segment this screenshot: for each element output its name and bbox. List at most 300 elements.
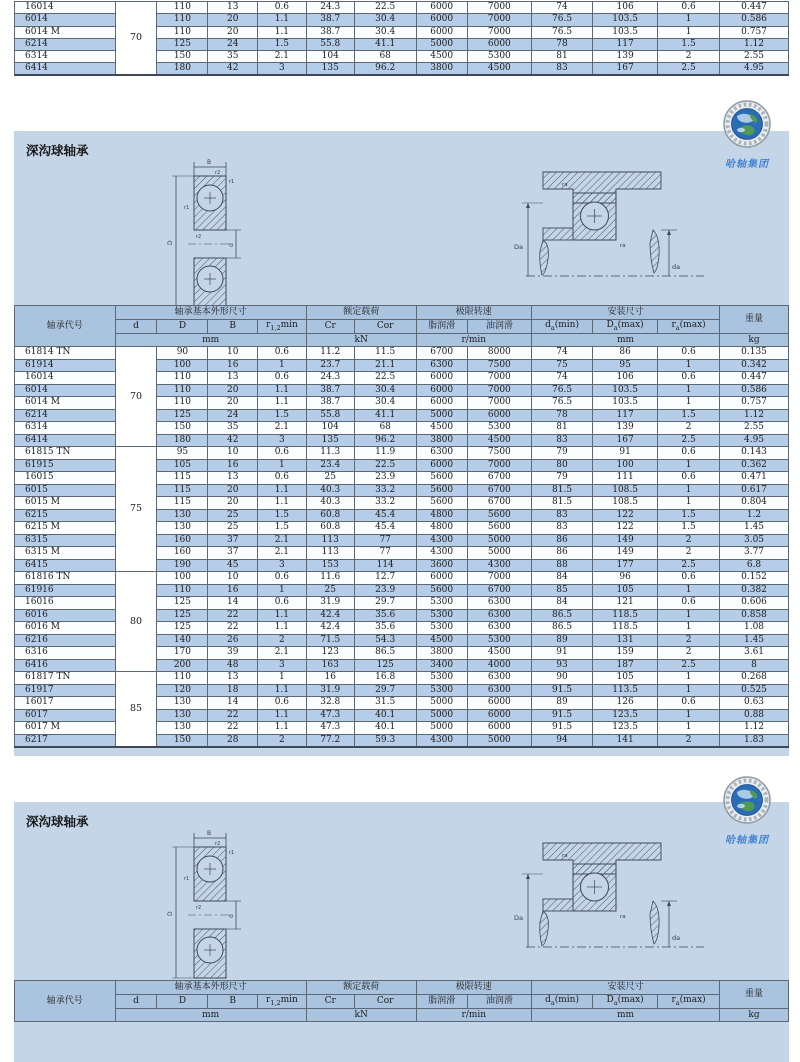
value-cell: 100 <box>157 572 208 585</box>
value-cell: 2.1 <box>258 534 307 547</box>
value-cell: 130 <box>157 709 208 722</box>
value-cell: 25 <box>306 472 354 485</box>
value-cell: 135 <box>306 63 354 75</box>
value-cell: 104 <box>306 51 354 63</box>
value-cell: 180 <box>157 63 208 75</box>
value-cell: 35.6 <box>354 609 416 622</box>
value-cell: 6300 <box>416 447 467 460</box>
value-cell: 22 <box>208 722 258 735</box>
value-cell: 26 <box>208 634 258 647</box>
value-cell: 6000 <box>467 722 531 735</box>
value-cell: 42 <box>208 434 258 447</box>
value-cell: 0.586 <box>720 14 789 26</box>
value-cell: 3 <box>258 659 307 672</box>
bearing-code-cell: 16017 <box>15 697 116 710</box>
value-cell: 18 <box>208 684 258 697</box>
value-cell: 79 <box>531 472 592 485</box>
value-cell: 59.3 <box>354 734 416 747</box>
col-Cr: Cr <box>306 320 354 334</box>
value-cell: 55.8 <box>306 38 354 50</box>
value-cell: 16 <box>208 584 258 597</box>
value-cell: 78 <box>531 409 592 422</box>
ra-label-top: ra <box>562 853 568 859</box>
value-cell: 110 <box>157 584 208 597</box>
unit-kg: kg <box>720 334 789 347</box>
value-cell: 177 <box>593 559 658 572</box>
dim-d-label: d <box>228 914 235 918</box>
value-cell: 1.1 <box>258 622 307 635</box>
value-cell: 4500 <box>467 647 531 660</box>
section-title: 深沟球轴承 <box>26 814 89 829</box>
dim-B-label: B <box>207 159 212 166</box>
value-cell: 0.6 <box>258 447 307 460</box>
value-cell: 123.5 <box>593 722 658 735</box>
value-cell: 1 <box>658 26 720 38</box>
value-cell: 85 <box>531 584 592 597</box>
value-cell: 110 <box>157 14 208 26</box>
value-cell: 40.3 <box>306 497 354 510</box>
value-cell: 1 <box>658 709 720 722</box>
value-cell: 1.1 <box>258 14 307 26</box>
bottom-bearing-table <box>14 980 789 1022</box>
value-cell: 91 <box>593 447 658 460</box>
col-Da: $D_a(\max)$ <box>593 995 658 1009</box>
col-grease: 脂润滑 <box>416 995 467 1009</box>
value-cell: 96.2 <box>354 63 416 75</box>
value-cell: 25 <box>208 509 258 522</box>
value-cell: 0.6 <box>258 472 307 485</box>
value-cell: 14 <box>208 697 258 710</box>
r2-label-left: r2 <box>196 234 202 240</box>
bearing-code-cell: 6414 <box>15 434 116 447</box>
value-cell: 5300 <box>416 672 467 685</box>
bearing-code-cell: 6414 <box>15 63 116 75</box>
bearing-code-cell: 61814 TN <box>15 347 116 360</box>
value-cell: 7000 <box>467 14 531 26</box>
value-cell: 0.6 <box>258 697 307 710</box>
value-cell: 150 <box>157 734 208 747</box>
value-cell: 10 <box>208 347 258 360</box>
globe-bearing-logo-icon <box>723 776 771 824</box>
top-bearing-table-continuation <box>14 1 789 76</box>
value-cell: 16 <box>208 459 258 472</box>
value-cell: 89 <box>531 697 592 710</box>
bearing-code-cell: 6215 <box>15 509 116 522</box>
value-cell: 6700 <box>467 472 531 485</box>
value-cell: 110 <box>157 672 208 685</box>
value-cell: 115 <box>157 497 208 510</box>
col-Cor: Cor <box>354 995 416 1009</box>
value-cell: 3 <box>258 559 307 572</box>
value-cell: 1 <box>258 672 307 685</box>
value-cell: 1.1 <box>258 397 307 410</box>
dim-D-label: D <box>167 240 174 245</box>
table-row <box>15 572 789 585</box>
value-cell: 95 <box>157 447 208 460</box>
unit-rpm: r/min <box>416 1009 531 1022</box>
value-cell: 45 <box>208 559 258 572</box>
Da-label: Da <box>514 243 523 251</box>
value-cell: 117 <box>593 38 658 50</box>
value-cell: 0.606 <box>720 597 789 610</box>
value-cell: 0.362 <box>720 459 789 472</box>
value-cell: 76.5 <box>531 384 592 397</box>
value-cell: 4300 <box>467 559 531 572</box>
value-cell: 110 <box>157 26 208 38</box>
value-cell: 131 <box>593 634 658 647</box>
value-cell: 2.55 <box>720 51 789 63</box>
value-cell: 5000 <box>416 697 467 710</box>
value-cell: 3400 <box>416 659 467 672</box>
colgroup-limit-speed: 极限转速 <box>416 981 531 995</box>
section-deep-groove-1 <box>14 131 789 756</box>
value-cell: 1.5 <box>658 522 720 535</box>
value-cell: 35 <box>208 422 258 435</box>
value-cell: 3.05 <box>720 534 789 547</box>
value-cell: 1 <box>658 484 720 497</box>
value-cell: 48 <box>208 659 258 672</box>
bearing-cross-section-diagram <box>162 828 334 980</box>
value-cell: 5000 <box>416 722 467 735</box>
value-cell: 106 <box>593 372 658 385</box>
value-cell: 75 <box>531 359 592 372</box>
bearing-code-cell: 6015 M <box>15 497 116 510</box>
section-deep-groove-2 <box>14 802 789 1062</box>
value-cell: 0.135 <box>720 347 789 360</box>
section-title: 深沟球轴承 <box>26 143 89 158</box>
col-r: $r_{1,2}\min$ <box>258 995 307 1009</box>
value-cell: 4500 <box>416 634 467 647</box>
value-cell: 0.6 <box>258 347 307 360</box>
value-cell: 160 <box>157 534 208 547</box>
value-cell: 113 <box>306 547 354 560</box>
value-cell: 115 <box>157 484 208 497</box>
col-da: $d_a(\min)$ <box>531 995 592 1009</box>
value-cell: 76.5 <box>531 14 592 26</box>
value-cell: 23.9 <box>354 472 416 485</box>
value-cell: 1.5 <box>258 38 307 50</box>
value-cell: 0.6 <box>658 372 720 385</box>
value-cell: 3600 <box>416 559 467 572</box>
value-cell: 29.7 <box>354 684 416 697</box>
dim-B-label: B <box>207 830 212 837</box>
value-cell: 0.6 <box>658 2 720 14</box>
value-cell: 5000 <box>467 547 531 560</box>
value-cell: 0.804 <box>720 497 789 510</box>
value-cell: 2.5 <box>658 659 720 672</box>
bearing-code-cell: 6014 M <box>15 26 116 38</box>
value-cell: 6300 <box>467 672 531 685</box>
value-cell: 2.1 <box>258 422 307 435</box>
bearing-spec-table <box>14 305 789 748</box>
value-cell: 86 <box>531 547 592 560</box>
d-group-cell: 80 <box>115 572 157 672</box>
colgroup-rated-load: 额定载荷 <box>306 306 416 320</box>
value-cell: 3800 <box>416 434 467 447</box>
value-cell: 77 <box>354 534 416 547</box>
value-cell: 2.5 <box>658 434 720 447</box>
value-cell: 6000 <box>467 409 531 422</box>
value-cell: 20 <box>208 14 258 26</box>
col-ra: $r_a(\max)$ <box>658 995 720 1009</box>
value-cell: 13 <box>208 2 258 14</box>
value-cell: 200 <box>157 659 208 672</box>
value-cell: 76.5 <box>531 26 592 38</box>
value-cell: 6000 <box>416 2 467 14</box>
value-cell: 1 <box>258 359 307 372</box>
value-cell: 113 <box>306 534 354 547</box>
value-cell: 114 <box>354 559 416 572</box>
value-cell: 103.5 <box>593 397 658 410</box>
unit-mm: mm <box>531 1009 719 1022</box>
value-cell: 110 <box>157 372 208 385</box>
value-cell: 1 <box>658 609 720 622</box>
value-cell: 83 <box>531 509 592 522</box>
value-cell: 86.5 <box>354 647 416 660</box>
value-cell: 38.7 <box>306 384 354 397</box>
value-cell: 7000 <box>467 572 531 585</box>
value-cell: 100 <box>593 459 658 472</box>
value-cell: 139 <box>593 422 658 435</box>
value-cell: 22.5 <box>354 2 416 14</box>
value-cell: 0.858 <box>720 609 789 622</box>
col-d: d <box>115 320 157 334</box>
value-cell: 35.6 <box>354 622 416 635</box>
value-cell: 6700 <box>467 584 531 597</box>
value-cell: 22.5 <box>354 372 416 385</box>
bearing-code-cell: 6416 <box>15 659 116 672</box>
value-cell: 8000 <box>467 347 531 360</box>
bearing-code-cell: 16015 <box>15 472 116 485</box>
col-B: B <box>208 995 258 1009</box>
d-group-cell: 85 <box>115 672 157 747</box>
table-row <box>15 2 789 14</box>
col-oil: 油润滑 <box>467 995 531 1009</box>
value-cell: 123.5 <box>593 709 658 722</box>
value-cell: 37 <box>208 534 258 547</box>
value-cell: 0.6 <box>258 2 307 14</box>
value-cell: 6000 <box>416 397 467 410</box>
unit-kn: kN <box>306 1009 416 1022</box>
value-cell: 0.382 <box>720 584 789 597</box>
value-cell: 1 <box>658 584 720 597</box>
bearing-code-cell: 61914 <box>15 359 116 372</box>
value-cell: 105 <box>157 459 208 472</box>
value-cell: 38.7 <box>306 397 354 410</box>
value-cell: 81.5 <box>531 497 592 510</box>
value-cell: 122 <box>593 522 658 535</box>
bearing-code-cell: 6214 <box>15 38 116 50</box>
bearing-code-cell: 16014 <box>15 2 116 14</box>
value-cell: 47.3 <box>306 722 354 735</box>
value-cell: 123 <box>306 647 354 660</box>
value-cell: 108.5 <box>593 497 658 510</box>
value-cell: 76.5 <box>531 397 592 410</box>
value-cell: 2 <box>658 51 720 63</box>
value-cell: 6000 <box>416 384 467 397</box>
value-cell: 22.5 <box>354 459 416 472</box>
value-cell: 4.95 <box>720 63 789 75</box>
value-cell: 0.757 <box>720 26 789 38</box>
value-cell: 5000 <box>467 734 531 747</box>
value-cell: 150 <box>157 51 208 63</box>
col-weight: 重量 <box>720 306 789 334</box>
value-cell: 5300 <box>416 684 467 697</box>
bearing-code-cell: 6214 <box>15 409 116 422</box>
value-cell: 2 <box>658 647 720 660</box>
value-cell: 23.4 <box>306 459 354 472</box>
bearing-code-cell: 6217 <box>15 734 116 747</box>
value-cell: 23.7 <box>306 359 354 372</box>
value-cell: 167 <box>593 434 658 447</box>
value-cell: 135 <box>306 434 354 447</box>
value-cell: 24 <box>208 38 258 50</box>
value-cell: 0.525 <box>720 684 789 697</box>
value-cell: 84 <box>531 572 592 585</box>
value-cell: 1.45 <box>720 522 789 535</box>
value-cell: 106 <box>593 2 658 14</box>
value-cell: 103.5 <box>593 384 658 397</box>
bearing-code-cell: 61916 <box>15 584 116 597</box>
value-cell: 1.45 <box>720 634 789 647</box>
main-bearing-table <box>14 305 789 748</box>
value-cell: 1 <box>658 397 720 410</box>
value-cell: 40.1 <box>354 722 416 735</box>
value-cell: 0.6 <box>658 697 720 710</box>
value-cell: 104 <box>306 422 354 435</box>
value-cell: 74 <box>531 372 592 385</box>
value-cell: 149 <box>593 547 658 560</box>
value-cell: 0.6 <box>658 597 720 610</box>
value-cell: 118.5 <box>593 622 658 635</box>
bearing-code-cell: 61915 <box>15 459 116 472</box>
value-cell: 94 <box>531 734 592 747</box>
value-cell: 31.5 <box>354 697 416 710</box>
value-cell: 77 <box>354 547 416 560</box>
r1-label: r1 <box>229 850 235 856</box>
value-cell: 41.1 <box>354 38 416 50</box>
value-cell: 40.3 <box>306 484 354 497</box>
value-cell: 47.3 <box>306 709 354 722</box>
value-cell: 0.6 <box>258 572 307 585</box>
value-cell: 86.5 <box>531 609 592 622</box>
value-cell: 83 <box>531 522 592 535</box>
value-cell: 5300 <box>416 609 467 622</box>
value-cell: 1.1 <box>258 709 307 722</box>
bearing-code-cell: 6215 M <box>15 522 116 535</box>
company-name: 哈轴集团 <box>725 835 769 846</box>
value-cell: 2 <box>658 547 720 560</box>
value-cell: 42 <box>208 63 258 75</box>
value-cell: 1.5 <box>658 409 720 422</box>
value-cell: 1.12 <box>720 38 789 50</box>
value-cell: 125 <box>354 659 416 672</box>
value-cell: 103.5 <box>593 14 658 26</box>
colgroup-dimensions: 轴承基本外形尺寸 <box>115 306 306 320</box>
value-cell: 38.7 <box>306 14 354 26</box>
value-cell: 38.7 <box>306 26 354 38</box>
value-cell: 30.4 <box>354 397 416 410</box>
dim-D-label: D <box>167 911 174 916</box>
value-cell: 4500 <box>416 422 467 435</box>
d-group-cell: 70 <box>115 347 157 447</box>
value-cell: 16 <box>306 672 354 685</box>
da-label: da <box>672 934 681 942</box>
col-D: D <box>157 995 208 1009</box>
bearing-code-cell: 6314 <box>15 422 116 435</box>
value-cell: 68 <box>354 422 416 435</box>
value-cell: 45.4 <box>354 509 416 522</box>
value-cell: 22 <box>208 609 258 622</box>
value-cell: 90 <box>531 672 592 685</box>
value-cell: 7000 <box>467 2 531 14</box>
value-cell: 103.5 <box>593 26 658 38</box>
value-cell: 30.4 <box>354 14 416 26</box>
value-cell: 20 <box>208 484 258 497</box>
value-cell: 91 <box>531 647 592 660</box>
value-cell: 41.1 <box>354 409 416 422</box>
value-cell: 4.95 <box>720 434 789 447</box>
value-cell: 7500 <box>467 359 531 372</box>
r2-label-left: r2 <box>196 905 202 911</box>
value-cell: 22 <box>208 622 258 635</box>
value-cell: 1.12 <box>720 409 789 422</box>
value-cell: 77.2 <box>306 734 354 747</box>
bearing-spec-table <box>14 980 789 1022</box>
col-Cor: Cor <box>354 320 416 334</box>
value-cell: 3.77 <box>720 547 789 560</box>
value-cell: 1.12 <box>720 722 789 735</box>
value-cell: 5300 <box>416 622 467 635</box>
value-cell: 0.6 <box>258 372 307 385</box>
da-label: da <box>672 263 681 271</box>
value-cell: 7000 <box>467 384 531 397</box>
value-cell: 89 <box>531 634 592 647</box>
value-cell: 3800 <box>416 647 467 660</box>
value-cell: 121 <box>593 597 658 610</box>
value-cell: 1 <box>658 497 720 510</box>
value-cell: 7000 <box>467 459 531 472</box>
value-cell: 1 <box>658 684 720 697</box>
value-cell: 1.1 <box>258 684 307 697</box>
value-cell: 6000 <box>416 459 467 472</box>
value-cell: 12.7 <box>354 572 416 585</box>
value-cell: 130 <box>157 722 208 735</box>
value-cell: 5000 <box>416 409 467 422</box>
value-cell: 8 <box>720 659 789 672</box>
value-cell: 29.7 <box>354 597 416 610</box>
value-cell: 4300 <box>416 534 467 547</box>
ra-label-mid: ra <box>620 914 626 920</box>
value-cell: 1.1 <box>258 384 307 397</box>
value-cell: 167 <box>593 63 658 75</box>
value-cell: 39 <box>208 647 258 660</box>
value-cell: 6000 <box>416 14 467 26</box>
value-cell: 1 <box>258 584 307 597</box>
value-cell: 0.447 <box>720 372 789 385</box>
value-cell: 23.9 <box>354 584 416 597</box>
value-cell: 2 <box>658 534 720 547</box>
value-cell: 13 <box>208 372 258 385</box>
value-cell: 0.586 <box>720 384 789 397</box>
value-cell: 2 <box>658 734 720 747</box>
value-cell: 5000 <box>467 534 531 547</box>
bearing-code-cell: 61816 TN <box>15 572 116 585</box>
bearing-code-cell: 6014 <box>15 14 116 26</box>
value-cell: 6700 <box>467 497 531 510</box>
value-cell: 55.8 <box>306 409 354 422</box>
value-cell: 4800 <box>416 522 467 535</box>
